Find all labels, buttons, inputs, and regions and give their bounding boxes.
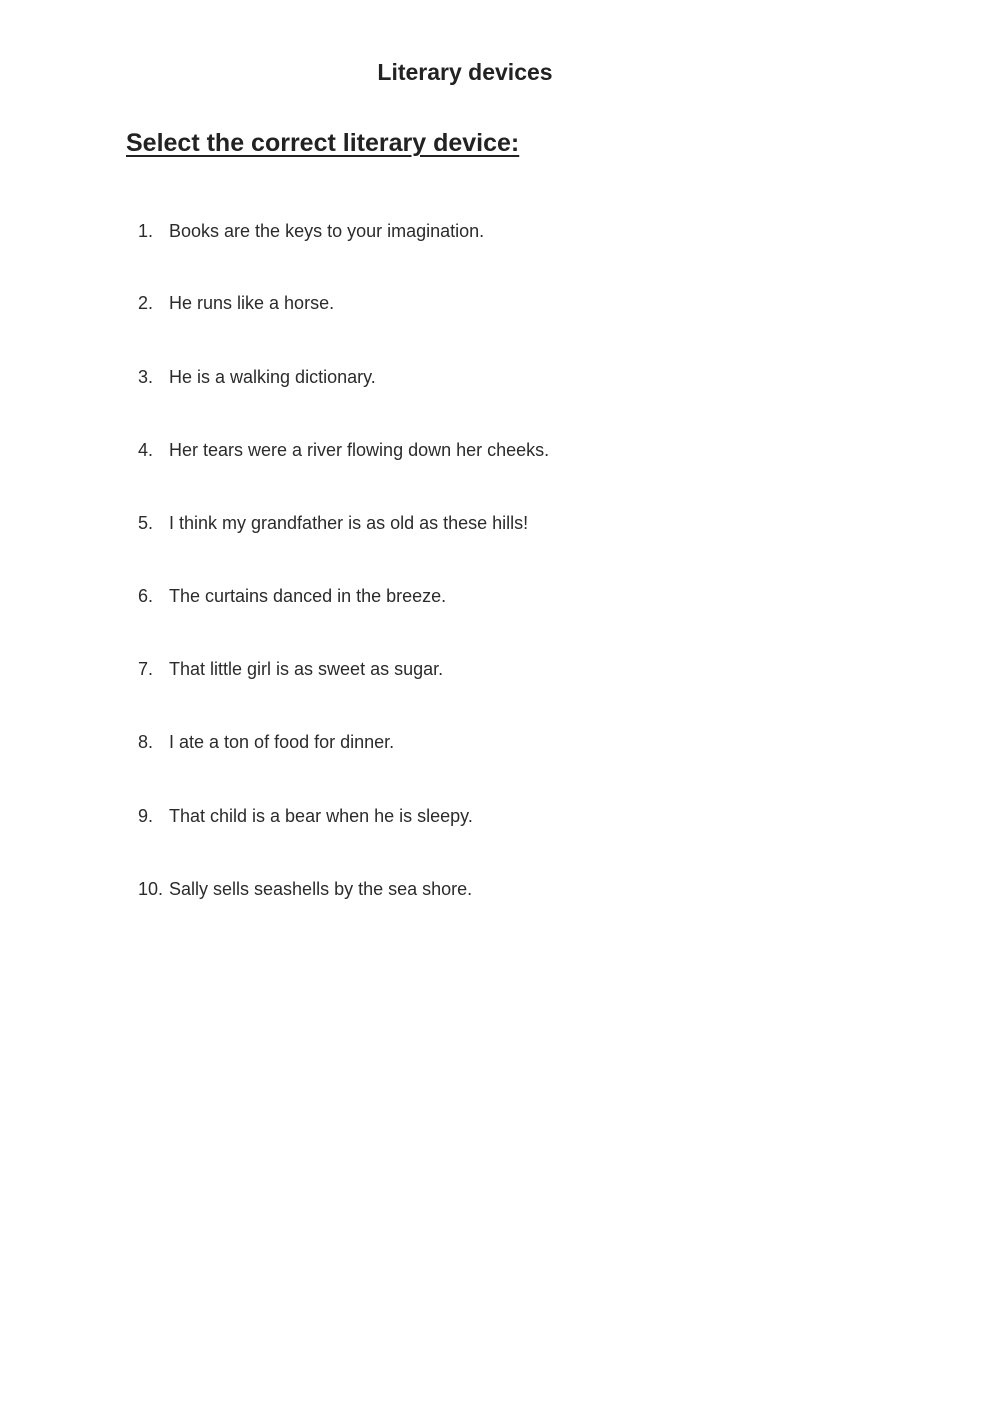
- question-text: The curtains danced in the breeze.: [169, 586, 447, 606]
- question-number: 3.: [138, 367, 154, 387]
- question-number: 5.: [138, 513, 154, 533]
- list-item: [138, 291, 838, 315]
- question-text: Sally sells seashells by the sea shore.: [169, 879, 473, 899]
- question-text: Her tears were a river flowing down her cheeks.: [169, 440, 550, 460]
- list-item: [138, 657, 838, 681]
- question-number: 2.: [138, 293, 154, 313]
- list-item: [138, 438, 838, 462]
- question-number: 8.: [138, 732, 154, 752]
- question-number: 4.: [138, 440, 154, 460]
- question-number: 9.: [138, 806, 154, 826]
- instruction-heading: Select the correct literary device:: [126, 129, 520, 157]
- list-item: [138, 804, 838, 828]
- list-item: [138, 511, 838, 535]
- question-text: Books are the keys to your imagination.: [169, 221, 485, 241]
- question-text: That little girl is as sweet as sugar.: [169, 659, 444, 679]
- question-text: That child is a bear when he is sleepy.: [169, 806, 473, 826]
- list-item: [138, 365, 838, 389]
- list-item: [138, 584, 838, 608]
- question-text: He is a walking dictionary.: [169, 367, 376, 387]
- page-title: Literary devices: [377, 59, 553, 85]
- question-text: I think my grandfather is as old as these hills!: [169, 513, 529, 533]
- question-number: 7.: [138, 659, 154, 679]
- question-number: 1.: [138, 221, 154, 241]
- list-item: [138, 219, 838, 243]
- list-item: [138, 877, 838, 901]
- question-text: I ate a ton of food for dinner.: [169, 732, 395, 752]
- question-number: 6.: [138, 586, 154, 606]
- question-text: He runs like a horse.: [169, 293, 335, 313]
- list-item: [138, 730, 838, 754]
- question-number: 10.: [138, 879, 164, 899]
